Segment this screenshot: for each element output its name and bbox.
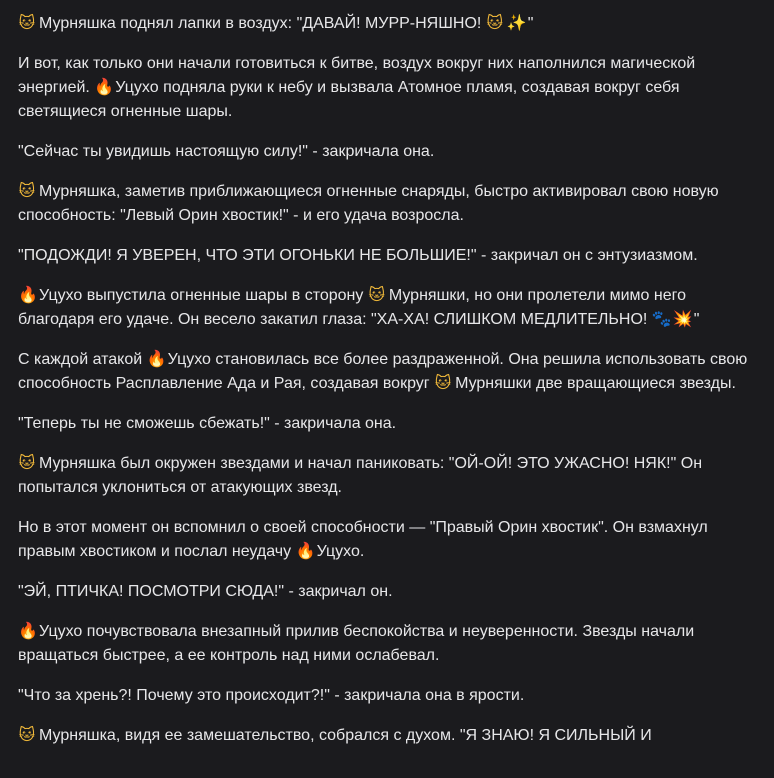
paragraph-text: Уцухо почувствовала внезапный прилив беспокойства и неуверенности. Звезды начали вращаться быстрее, а ее контроль над ними ослабевал. — [18, 623, 695, 664]
paragraph-text: Мурняшка, заметив приближающиеся огненные снаряды, быстро активировал свою новую способность: "Левый Орин хвостик!" - и его удача возросла. — [18, 183, 719, 224]
paragraph-text: Мурняшка был окружен звездами и начал паниковать: "ОЙ-ОЙ! ЭТО УЖАСНО! НЯК!" Он попытался уклониться от атакующих звезд. — [18, 455, 703, 496]
story-paragraph — [18, 620, 756, 668]
paragraph-text: "ЭЙ, ПТИЧКА! ПОСМОТРИ СЮДА!" - закричал он. — [18, 583, 393, 600]
story-paragraph — [18, 452, 756, 500]
story-paragraph — [18, 412, 756, 436]
cat-face-icon: 🐱 — [18, 181, 36, 200]
story-paragraph — [18, 516, 756, 564]
paragraph-text: Уцухо становилась все более раздраженной. Она решила использовать свою способность Расплавление Ада и Рая, создавая вокруг — [18, 351, 748, 392]
paragraph-text: Мурняшки две вращающиеся звезды. — [455, 375, 736, 392]
cat-face-icon: 🐱 — [434, 373, 452, 392]
paragraph-text: " — [527, 15, 534, 32]
story-paragraph — [18, 348, 756, 396]
story-paragraph — [18, 244, 756, 268]
fire-icon: 🔥 — [18, 621, 38, 640]
story-paragraph — [18, 140, 756, 164]
paragraph-text: Мурняшка поднял лапки в воздух: "ДАВАЙ! МУРР-НЯШНО! — [39, 15, 486, 32]
paragraph-text: "Сейчас ты увидишь настоящую силу!" - закричала она. — [18, 143, 435, 160]
cat-face-icon: 🐱 — [18, 725, 36, 744]
cat-face-icon: 🐱 — [18, 453, 36, 472]
paragraph-text: "Теперь ты не сможешь сбежать!" - закричала она. — [18, 415, 397, 432]
story-paragraph — [18, 284, 756, 332]
sparkles-icon: ✨ — [506, 13, 527, 32]
paragraph-text: Уцухо выпустила огненные шары в сторону — [39, 287, 368, 304]
paragraph-text: " — [693, 311, 700, 328]
paw-prints-icon: 🐾 — [651, 309, 672, 328]
fire-icon: 🔥 — [146, 349, 167, 368]
paragraph-text: "Что за хрень?! Почему это происходит?!" - закричала она в ярости. — [18, 687, 525, 704]
story-paragraph — [18, 52, 756, 124]
story-paragraph — [18, 684, 756, 708]
paragraph-text: Мурняшки, но они пролетели мимо него благодаря его удаче. Он весело закатил глаза: "ХА-ХА! СЛИШКОМ МЕДЛИТЕЛЬНО! — [18, 287, 686, 328]
cat-face-icon: 🐱 — [368, 285, 386, 304]
paragraph-text: "ПОДОЖДИ! Я УВЕРЕН, ЧТО ЭТИ ОГОНЬКИ НЕ БОЛЬШИЕ!" - закричал он с энтузиазмом. — [18, 247, 698, 264]
collision-icon: 💥 — [672, 309, 693, 328]
fire-icon: 🔥 — [18, 285, 38, 304]
paragraph-text: И вот, как только они начали готовиться к битве, воздух вокруг них наполнился магической энергией. — [18, 55, 696, 96]
paragraph-text: Но в этот момент он вспомнил о своей способности — "Правый Орин хвостик". Он взмахнул правым хвостиком и послал неудачу — [18, 519, 708, 560]
fire-icon: 🔥 — [295, 541, 316, 560]
story-paragraph — [18, 724, 756, 748]
cat-face-icon: 🐱 — [18, 13, 36, 32]
paragraph-text: Уцухо подняла руки к небу и вызвала Атомное пламя, создавая вокруг себя светящиеся огненные шары. — [18, 79, 680, 120]
story-paragraph — [18, 580, 756, 604]
paragraph-text: Уцухо. — [316, 543, 365, 560]
fire-icon: 🔥 — [94, 77, 115, 96]
paragraph-text: С каждой атакой — [18, 351, 147, 368]
story-paragraph — [18, 12, 756, 36]
paragraph-text: Мурняшка, видя ее замешательство, собрался с духом. "Я ЗНАЮ! Я СИЛЬНЫЙ И — [39, 727, 652, 744]
story-paragraph — [18, 180, 756, 228]
cat-face-icon: 🐱 — [486, 13, 504, 32]
